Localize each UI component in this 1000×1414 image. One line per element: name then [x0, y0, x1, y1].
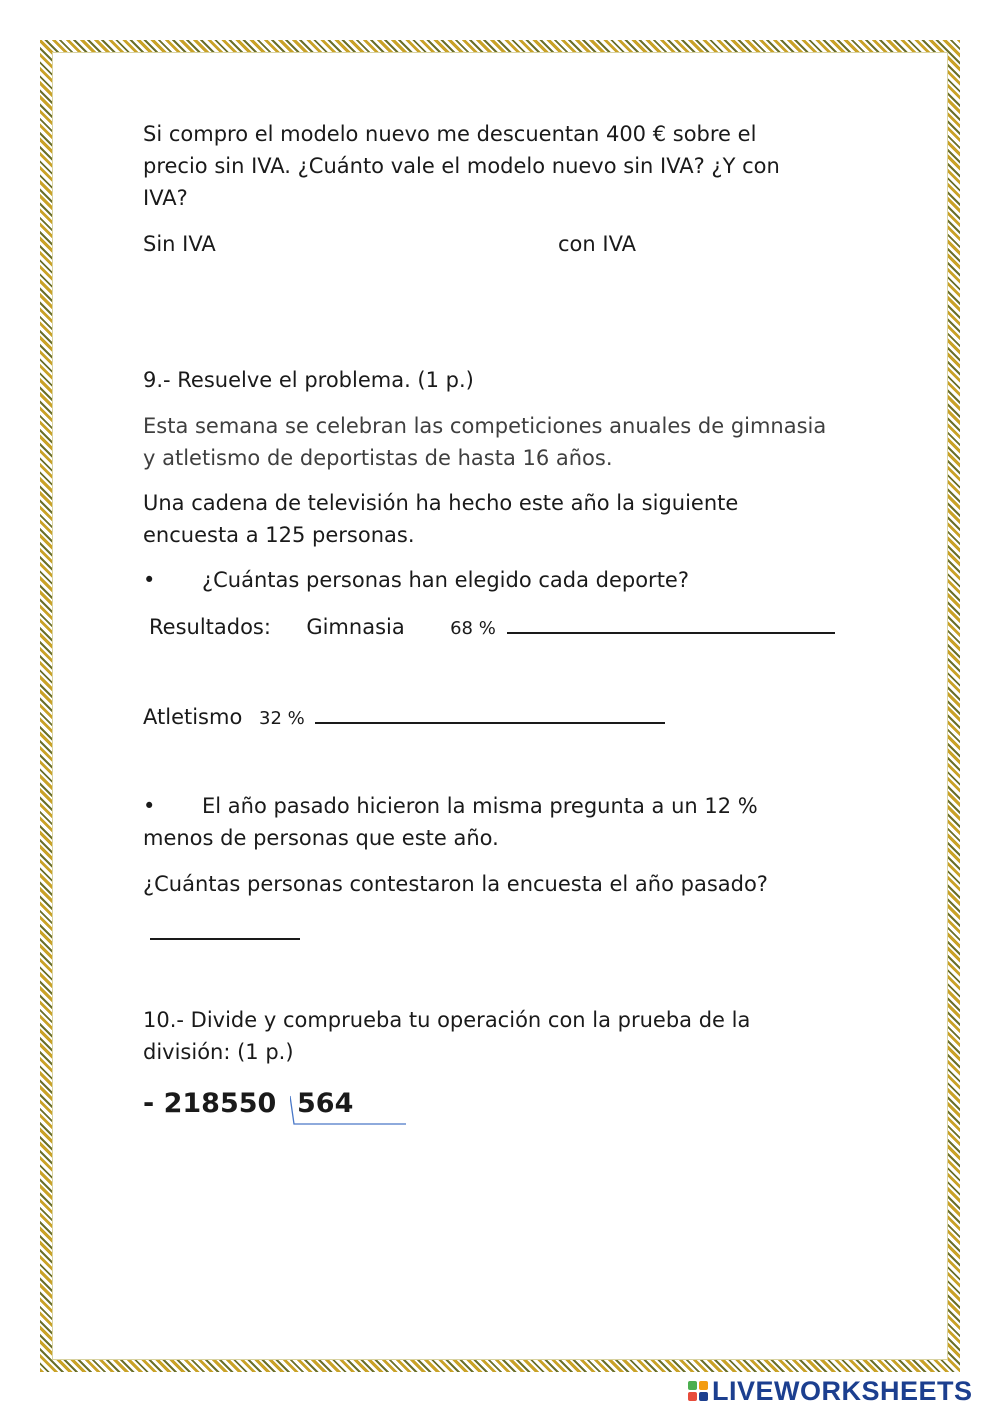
division-divisor: 564	[297, 1088, 354, 1119]
section-10-title-line-1: 10.- Divide y comprueba tu operación con la prueba de la	[143, 1008, 751, 1032]
question-8-line-3: IVA?	[143, 186, 188, 210]
question-8-line-2: precio sin IVA. ¿Cuánto vale el modelo nuevo sin IVA? ¿Y con	[143, 154, 780, 178]
sin-iva-label: Sin IVA	[143, 232, 216, 256]
section-10-title-line-2: división: (1 p.)	[143, 1040, 294, 1064]
question-9-2-line-1: El año pasado hicieron la misma pregunta a un 12 %	[202, 794, 758, 818]
gimnasia-percent: 68 %	[450, 618, 496, 639]
gimnasia-label: Gimnasia	[306, 615, 405, 639]
division-dividend: - 218550	[143, 1088, 277, 1119]
section-9-intro-line-1: Esta semana se celebran las competiciones anuales de gimnasia	[143, 414, 827, 438]
question-9-2-line-2: menos de personas que este año.	[143, 826, 499, 850]
atletismo-percent: 32 %	[259, 708, 305, 729]
question-9-3: ¿Cuántas personas contestaron la encuesta el año pasado?	[143, 872, 768, 896]
section-9-intro-line-2: y atletismo de deportistas de hasta 16 años.	[143, 446, 613, 470]
bullet-1: •	[143, 568, 156, 592]
atletismo-answer-line[interactable]	[315, 700, 665, 724]
last-year-answer-line[interactable]	[150, 938, 300, 940]
question-9-1: ¿Cuántas personas han elegido cada deporte?	[202, 568, 689, 592]
survey-line-2: encuesta a 125 personas.	[143, 523, 415, 547]
results-label: Resultados:	[149, 615, 271, 639]
question-8-line-1: Si compro el modelo nuevo me descuentan 400 € sobre el	[143, 122, 757, 146]
survey-line-1: Una cadena de televisión ha hecho este año la siguiente	[143, 491, 739, 515]
liveworksheets-logo-icon	[688, 1381, 708, 1401]
liveworksheets-brand: LIVEWORKSHEETS	[712, 1375, 973, 1406]
atletismo-label: Atletismo	[143, 705, 243, 729]
con-iva-label: con IVA	[558, 232, 636, 256]
bullet-2: •	[143, 794, 156, 818]
results-row	[149, 610, 835, 645]
section-9-title: 9.- Resuelve el problema. (1 p.)	[143, 368, 474, 392]
division-bracket	[290, 1092, 408, 1128]
liveworksheets-logo	[688, 1375, 973, 1406]
atletismo-row	[143, 700, 665, 735]
gimnasia-answer-line[interactable]	[507, 610, 835, 634]
